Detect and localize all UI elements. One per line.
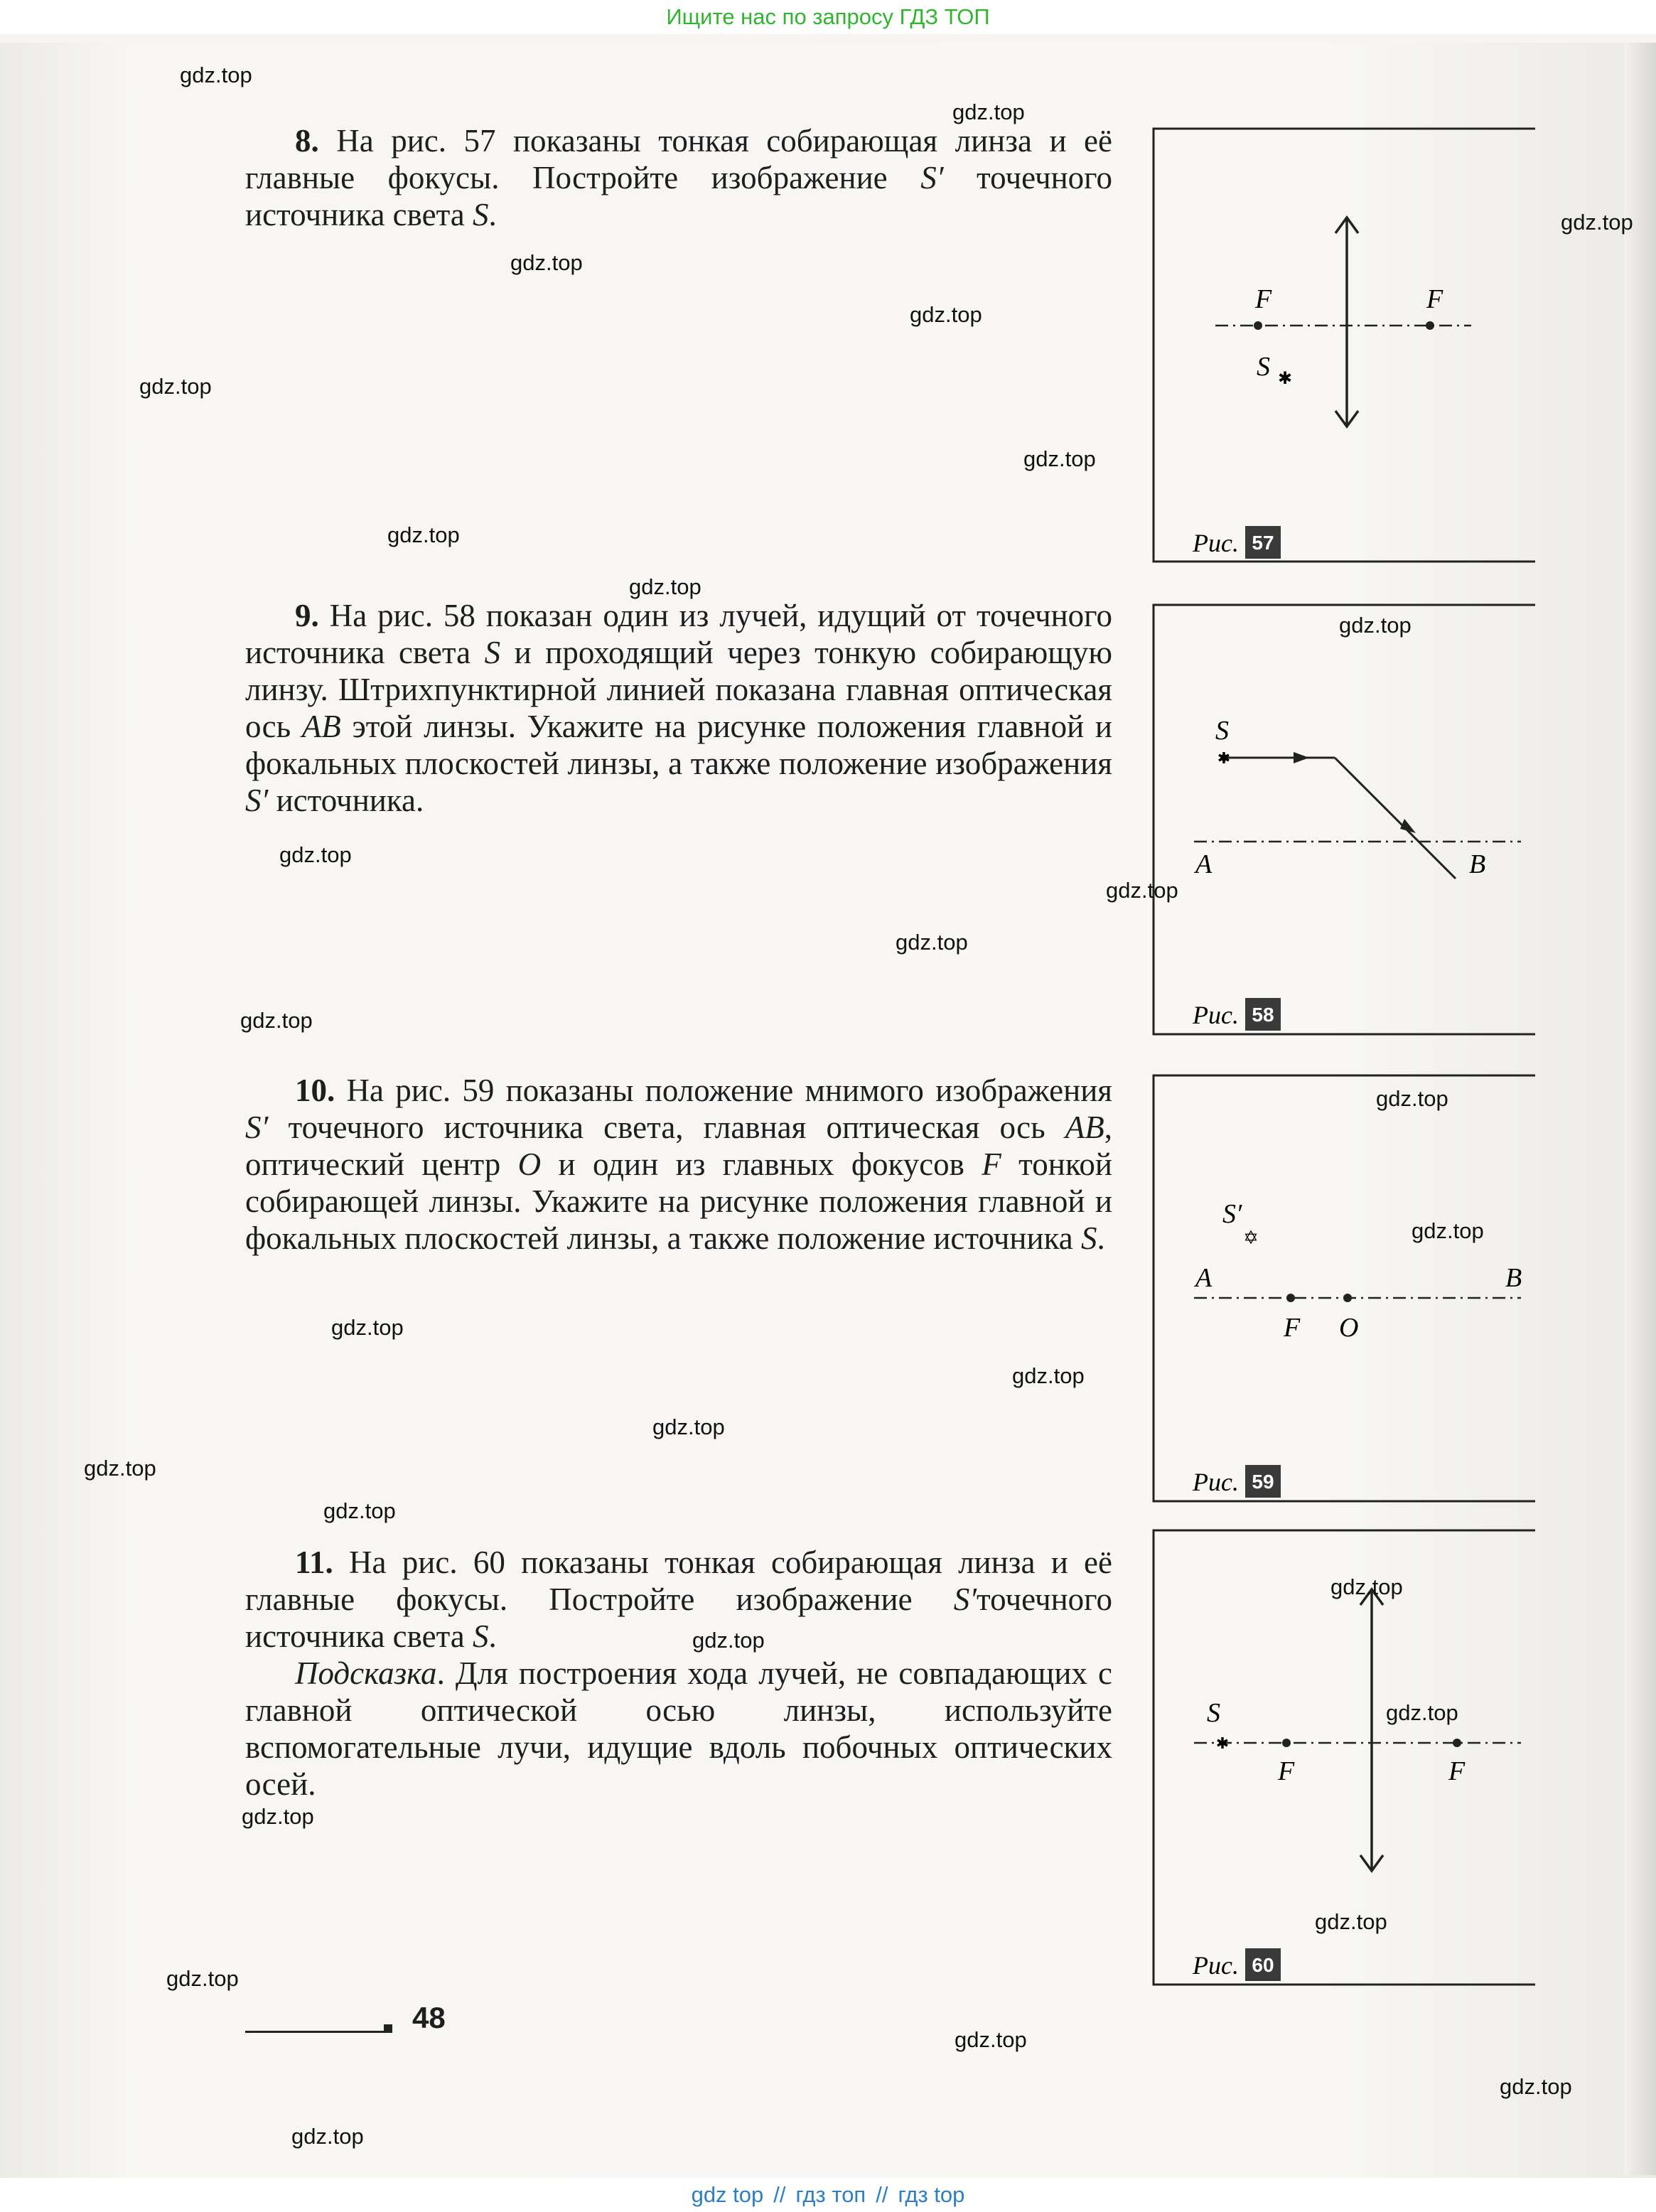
task-8: 8. На рис. 57 показаны тонкая собирающая линза и её главные фокусы. Постройте изображение S′ точечного источника света S. — [245, 123, 1112, 232]
watermark: gdz.top — [180, 63, 252, 87]
label-o: O — [1339, 1313, 1359, 1343]
label-f-left: F — [1255, 284, 1272, 314]
svg-text:58: 58 — [1252, 1004, 1274, 1026]
watermark: gdz.top — [1012, 1363, 1085, 1388]
focus-point — [1286, 1294, 1295, 1302]
optical-center-point — [1343, 1294, 1352, 1302]
focus-point-left — [1282, 1739, 1291, 1747]
watermark: gdz.top — [1376, 1086, 1448, 1111]
figure-59-drawing — [1151, 1073, 1535, 1507]
watermark: gdz.top — [242, 1804, 314, 1829]
source-star-icon: ✱ — [1277, 370, 1293, 388]
page-number: 48 — [412, 2001, 446, 2034]
figure-caption: Рис. — [1193, 1468, 1239, 1496]
figure-caption: Рис. — [1193, 1951, 1239, 1980]
label-a: A — [1195, 1263, 1213, 1293]
focus-point-left — [1254, 321, 1262, 330]
task-number: 8. — [295, 123, 319, 159]
task-number: 9. — [295, 598, 319, 633]
watermark: gdz.top — [1023, 446, 1096, 471]
figure-59 — [1151, 1073, 1535, 1507]
watermark: gdz.top — [84, 1456, 156, 1481]
watermark: gdz.top — [1500, 2074, 1572, 2099]
top-banner[interactable]: Ищите нас по запросу ГДЗ ТОП — [0, 0, 1656, 34]
watermark: gdz.top — [166, 1966, 239, 1991]
watermark: gdz.top — [323, 1498, 396, 1523]
figure-58-drawing — [1151, 603, 1535, 1040]
figure-57-drawing — [1151, 127, 1535, 567]
virtual-image-star-icon: ✡ — [1243, 1228, 1259, 1248]
task-9: 9. На рис. 58 показан один из лучей, идущий от точечного источника света S и проходящий через тонкую собирающую линзу. Штрихпунктирной линией показана главная оптическая ось AB этой линзы. Укажите на рисунке положения главной и фокальных плоскостей линзы, а также положение изображения S′ источника. — [245, 598, 1112, 818]
watermark: gdz.top — [291, 2124, 364, 2149]
watermark: gdz.top — [629, 574, 701, 599]
label-s: S — [1215, 716, 1229, 746]
watermark: gdz.top — [387, 522, 460, 547]
watermark: gdz.top — [1386, 1700, 1458, 1725]
svg-text:60: 60 — [1252, 1954, 1274, 1976]
watermark: gdz.top — [955, 2027, 1027, 2052]
watermark: gdz.top — [896, 930, 968, 955]
watermark: gdz.top — [139, 374, 212, 399]
source-star-icon: ✱ — [1215, 1734, 1230, 1752]
label-s-prime: S′ — [1222, 1199, 1242, 1229]
watermark: gdz.top — [1315, 1909, 1387, 1934]
watermark: gdz.top — [1412, 1218, 1484, 1243]
figure-58 — [1151, 603, 1535, 1040]
watermark: gdz.top — [910, 302, 982, 327]
task-11: 11. На рис. 60 показаны тонкая собирающая линза и её главные фокусы. Постройте изображение S′точечного источника света S. Подсказка. Для построения хода лучей, не совпадающих с главной оптической осью линзы, используйте вспомогательные лучи, идущие вдоль побочных оптических осей. — [245, 1545, 1112, 1802]
figure-caption: Рис. — [1193, 529, 1239, 557]
watermark: gdz.top — [510, 250, 583, 275]
label-f-right: F — [1426, 284, 1443, 314]
svg-text:59: 59 — [1252, 1471, 1274, 1493]
label-b: B — [1469, 849, 1486, 879]
watermark: gdz.top — [1561, 210, 1633, 235]
watermark: gdz.top — [652, 1414, 725, 1439]
watermark: gdz.top — [1330, 1574, 1403, 1599]
watermark: gdz.top — [240, 1008, 313, 1033]
figure-57 — [1151, 127, 1535, 567]
focus-point-right — [1426, 321, 1434, 330]
figure-caption: Рис. — [1193, 1001, 1239, 1029]
hint-label: Подсказка — [295, 1655, 437, 1691]
watermark: gdz.top — [952, 100, 1025, 124]
task-number: 10. — [295, 1073, 335, 1108]
watermark: gdz.top — [331, 1315, 404, 1340]
focus-point-right — [1453, 1739, 1461, 1747]
label-s: S — [1257, 352, 1270, 382]
watermark: gdz.top — [1106, 878, 1178, 903]
label-b: B — [1505, 1263, 1522, 1293]
task-10: 10. На рис. 59 показаны положение мнимого изображения S′ точечного источника света, главная оптическая ось AB, оптический центр O и один из главных фокусов F тонкой собирающей линзы. Укажите на рисунке положения главной и фокальных плоскостей линзы, а также положение источника S. — [245, 1073, 1112, 1256]
source-star-icon: ✱ — [1217, 749, 1231, 767]
label-s: S — [1207, 1698, 1220, 1728]
bottom-banner[interactable]: gdz top // гдз топ // гдз top — [0, 2178, 1656, 2212]
label-f-left: F — [1278, 1756, 1295, 1786]
label-f: F — [1284, 1313, 1301, 1343]
watermark: gdz.top — [1339, 613, 1412, 638]
ray-refracted — [1335, 758, 1456, 879]
page-number-rule — [245, 2031, 387, 2033]
book-spine — [1624, 43, 1656, 2175]
label-f-right: F — [1448, 1756, 1466, 1786]
watermark: gdz.top — [692, 1628, 765, 1653]
page-number-marker — [384, 2024, 392, 2033]
task-number: 11. — [295, 1545, 333, 1580]
svg-text:57: 57 — [1252, 532, 1274, 554]
ray-arrow-1 — [1294, 752, 1309, 763]
ray-arrow-2 — [1400, 819, 1416, 833]
watermark: gdz.top — [279, 842, 352, 867]
label-a: A — [1195, 849, 1213, 879]
